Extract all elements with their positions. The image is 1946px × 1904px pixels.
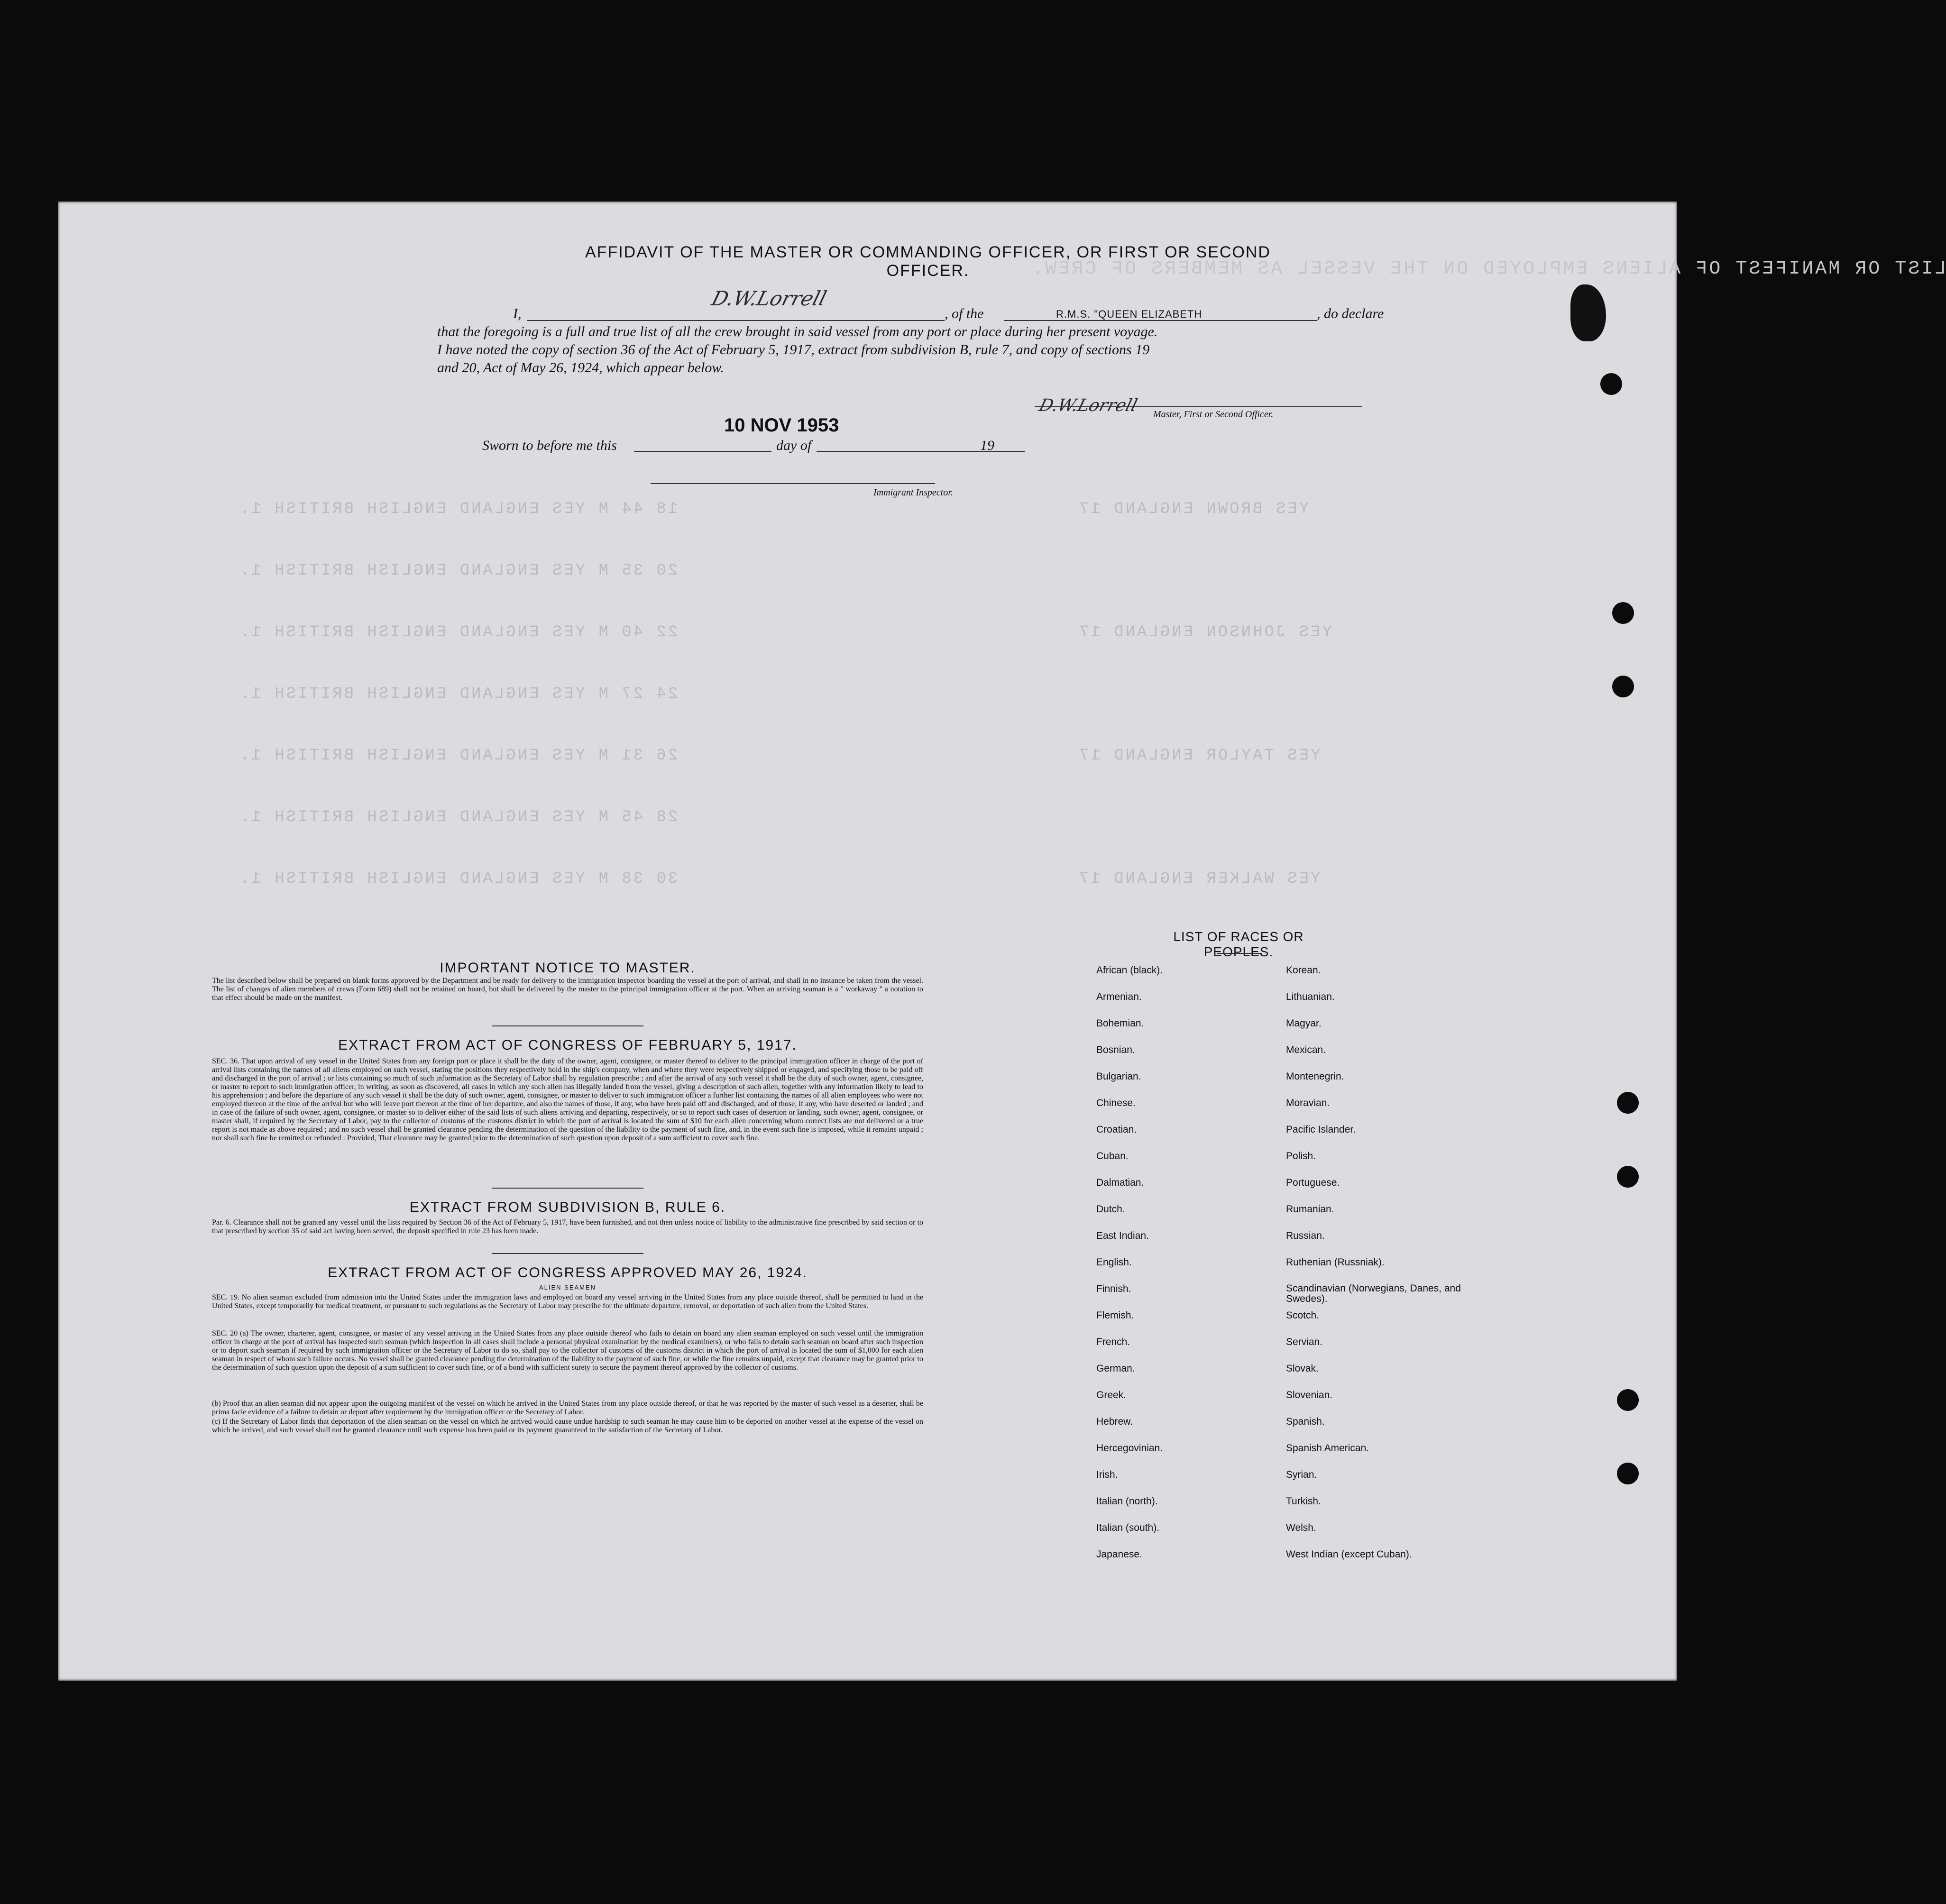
- race-item: Syrian.: [1286, 1469, 1317, 1480]
- extract-1917-text: SEC. 36. That upon arrival of any vessel in the United States from any foreign port or place it shall be the duty of the owner, agent, consignee, or master thereof to deliver to the principal immigration officer in charge of the port of arrival lists containing the names of all aliens employed on such vessel, stating the positions they respectively hold in the ship's company, when and where they were respectively shipped or engaged, and specifying those to be paid off and discharged in the port of arrival ; or lists containing so much of such information as the Secretary of Labor shall by regulation prescribe ; and after the arrival of any such vessel it shall be the duty of such owner, agent, consignee, or master to report to such immigration officer, in writing, as soon as discovered, all cases in which any such alien has illegally landed from the vessel, giving a description of such alien, together with any information likely to lead to his apprehension ; and before the departure of any such vessel it shall be the duty of such owner, agent, consignee, or master to deliver to such immigration officer a further list containing the names of all alien employees who were not employed thereon at the time of the arrival but who will leave port thereon at the time of her departure, and also the names of those, if any, who have been paid off and discharged, and of those, if any, who have deserted or landed ; and in case of the failure of such owner, agent, consignee, or master so to deliver either of the said lists of such aliens arriving and departing, respectively, or so to report such cases of desertion or landing, such owner, agent, consignee, or master shall, if required by the Secretary of Labor, pay to the collector of customs of the customs district in which the port of arrival is located the sum of $10 for each alien concerning whom correct lists are not delivered or a true report is not made as above required ; and no such vessel shall be granted clearance pending the determination of the question of the liability to the payment of such fine, and, in the event such fine is imposed, while it remains unpaid ; nor shall such fine be remitted or refunded : Provided, That clearance may be granted prior to the determination of such question upon deposit of a sum sufficient to cover such fine.: [212, 1057, 923, 1142]
- race-item: Hercegovinian.: [1096, 1443, 1163, 1454]
- bleed-through: YES BROWN ENGLAND 17: [1077, 500, 1309, 518]
- race-item: Irish.: [1096, 1469, 1118, 1480]
- race-item: Bulgarian.: [1096, 1071, 1141, 1082]
- race-item: German.: [1096, 1363, 1135, 1374]
- bleed-through: 18 44 M YES ENGLAND ENGLISH BRITISH 1.: [238, 500, 678, 518]
- notice-text: The list described below shall be prepared on blank forms approved by the Department and be ready for delivery to the immigration inspector boarding the vessel at the port of arrival, and shall in no instance be taken from the vessel. The list of changes of alien members of crews (Form 689) shall not be retained on board, but shall be delivered by the master to the principal immigration officer at the port. When an arriving seaman is a " workaway " a notation to that effect should be made on the manifest.: [212, 977, 923, 1002]
- punch-hole: [1617, 1166, 1639, 1188]
- race-item: Magyar.: [1286, 1018, 1322, 1029]
- race-item: Hebrew.: [1096, 1416, 1133, 1427]
- race-item: Greek.: [1096, 1390, 1127, 1401]
- signature-name: D.W.Lorrell: [709, 287, 829, 310]
- race-item: Bosnian.: [1096, 1044, 1135, 1055]
- race-item: Montenegrin.: [1286, 1071, 1344, 1082]
- extract-1924-sec20a: SEC. 20 (a) The owner, charterer, agent, consignee, or master of any vessel arriving in the United States from any place outside thereof who fails to detain on board any alien seaman employed on such vessel until the immigration officer in charge at the port of arrival has inspected such seaman (which inspection in all cases shall include a personal physical examination by the medical examiners), or who fails to detain such seaman on board after such inspection or to deport such seaman if required by such immigration officer or the Secretary of Labor to do so, shall pay to the collector of customs of the customs district in which the port of arrival is located the sum of $1,000 for each alien seaman in respect of whom such failure occurs. No vessel shall be granted clearance pending the determination of the liability to the payment of such fine, or while the fine remains unpaid, except that clearance may be granted prior to the determination of such question upon the deposit of a sum sufficient to cover such fine, or of a bond with sufficient surety to secure the payment thereof approved by the collector of customs.: [212, 1329, 923, 1372]
- race-item: Dutch.: [1096, 1204, 1125, 1215]
- document-page: [58, 201, 1946, 1681]
- race-item: Cuban.: [1096, 1151, 1129, 1162]
- races-left-column: [1096, 965, 1276, 1575]
- race-item: Mexican.: [1286, 1044, 1326, 1055]
- race-item: Servian.: [1286, 1336, 1323, 1347]
- punch-hole: [1617, 1463, 1639, 1484]
- race-item: English.: [1096, 1257, 1132, 1268]
- notice-title: IMPORTANT NOTICE TO MASTER.: [440, 960, 696, 976]
- sworn-text: Sworn to before me this: [482, 438, 617, 453]
- affidavit-title: AFFIDAVIT OF THE MASTER OR COMMANDING OFFICER, OR FIRST OR SECOND OFFICER.: [585, 243, 1271, 280]
- affidavit-line-2: that the foregoing is a full and true list of all the crew brought in said vessel from any port or place during her present voyage.: [437, 324, 1158, 339]
- race-item: Bohemian.: [1096, 1018, 1144, 1029]
- race-item: Flemish.: [1096, 1310, 1134, 1321]
- divider: [492, 1188, 643, 1189]
- bleed-through: 20 35 M YES ENGLAND ENGLISH BRITISH 1.: [238, 562, 678, 580]
- race-item: Croatian.: [1096, 1124, 1137, 1135]
- races-title: LIST OF RACES OR PEOPLES.: [1173, 929, 1304, 959]
- ink-blot: [1570, 284, 1606, 341]
- race-item: Spanish.: [1286, 1416, 1325, 1427]
- divider: [492, 1025, 643, 1026]
- bleed-through: YES WALKER ENGLAND 17: [1077, 870, 1321, 888]
- year-prefix: 19: [980, 438, 994, 453]
- punch-hole: [1612, 676, 1634, 697]
- race-item: Scandinavian (Norwegians, Danes, and Swedes).: [1286, 1283, 1461, 1304]
- race-item: French.: [1096, 1336, 1130, 1347]
- race-item: Lithuanian.: [1286, 991, 1335, 1002]
- race-item: Dalmatian.: [1096, 1177, 1144, 1188]
- race-item: Japanese.: [1096, 1549, 1142, 1560]
- race-item: Armenian.: [1096, 991, 1142, 1002]
- affidavit-declare: , do declare: [1317, 306, 1384, 321]
- bleed-through: 26 31 M YES ENGLAND ENGLISH BRITISH 1.: [238, 747, 678, 765]
- vessel-name: R.M.S. "QUEEN ELIZABETH: [1056, 308, 1202, 320]
- name-underline: [527, 320, 945, 321]
- bleed-through: YES JOHNSON ENGLAND 17: [1077, 623, 1332, 641]
- extract-1924-sec19: SEC. 19. No alien seaman excluded from admission into the United States under the immigration laws and employed on board any vessel arriving in the United States from any place outside thereof, shall be permitted to land in the United States, except temporarily for medical treatment, or pursuant to such regulations as the Secretary of Labor may prescribe for the ultimate departure, removal, or deportation of such alien from the United States.: [212, 1293, 923, 1310]
- race-item: West Indian (except Cuban).: [1286, 1549, 1412, 1560]
- sworn-date-stamp: 10 NOV 1953: [724, 415, 839, 436]
- master-label: Master, First or Second Officer.: [1153, 409, 1274, 420]
- race-item: Spanish American.: [1286, 1443, 1369, 1454]
- race-item: Italian (north).: [1096, 1496, 1158, 1507]
- extract-1924-sec20b: (b) Proof that an alien seaman did not appear upon the outgoing manifest of the vessel on which he arrived in the United States from any place outside thereof, or that he was reported by the master of such vessel as a deserter, shall be prima facie evidence of a failure to detain or deport after requirement by the immigration officer or the Secretary of Labor.: [212, 1400, 923, 1416]
- race-item: Finnish.: [1096, 1283, 1131, 1294]
- race-item: Turkish.: [1286, 1496, 1321, 1507]
- affidavit-i: I,: [513, 306, 522, 321]
- bleed-through: LIST OR MANIFEST OF ALIENS EMPLOYED ON THE VESSEL AS MEMBERS OF CREW.: [1030, 258, 1946, 280]
- bleed-through: 30 38 M YES ENGLAND ENGLISH BRITISH 1.: [238, 870, 678, 888]
- bleed-through: 24 27 M YES ENGLAND ENGLISH BRITISH 1.: [238, 685, 678, 703]
- races-divider: [1217, 953, 1262, 954]
- punch-hole: [1617, 1389, 1639, 1411]
- race-item: Pacific Islander.: [1286, 1124, 1356, 1135]
- day-of-text: day of: [776, 438, 812, 453]
- punch-hole: [1600, 373, 1622, 395]
- divider: [492, 1253, 643, 1254]
- race-item: Portuguese.: [1286, 1177, 1340, 1188]
- race-item: Chinese.: [1096, 1098, 1136, 1108]
- race-item: Slovenian.: [1286, 1390, 1333, 1401]
- punch-hole: [1612, 602, 1634, 624]
- race-item: Slovak.: [1286, 1363, 1319, 1374]
- affidavit-line-3: I have noted the copy of section 36 of the Act of February 5, 1917, extract from subdivision B, rule 7, and copy of sections 19: [437, 342, 1150, 357]
- master-signature: D.W.Lorrell: [1037, 396, 1140, 415]
- race-item: Rumanian.: [1286, 1204, 1334, 1215]
- extract-rule6-title: EXTRACT FROM SUBDIVISION B, RULE 6.: [409, 1199, 726, 1215]
- bleed-through: 22 40 M YES ENGLAND ENGLISH BRITISH 1.: [238, 623, 678, 641]
- affidavit-line-4: and 20, Act of May 26, 1924, which appear below.: [437, 360, 724, 375]
- race-item: Scotch.: [1286, 1310, 1320, 1321]
- race-item: Ruthenian (Russniak).: [1286, 1257, 1385, 1268]
- extract-1924-title: EXTRACT FROM ACT OF CONGRESS APPROVED MAY 26, 1924.: [328, 1265, 808, 1281]
- affidavit-of-the: , of the: [945, 306, 984, 321]
- race-item: East Indian.: [1096, 1230, 1149, 1241]
- punch-hole: [1617, 1092, 1639, 1114]
- race-item: African (black).: [1096, 965, 1163, 976]
- inspector-underline: [651, 483, 935, 484]
- races-right-column: [1286, 965, 1485, 1575]
- master-underline: [1035, 406, 1362, 407]
- extract-rule6-text: Par. 6. Clearance shall not be granted any vessel until the lists required by Section 36 of the Act of February 5, 1917, have been furnished, and not then unless notice of liability to the administrative fine prescribed by said section or to that prescribed by section 35 of said act having been served, the deposit specified in rule 23 has been made.: [212, 1218, 923, 1235]
- bleed-through: YES TAYLOR ENGLAND 17: [1077, 747, 1321, 765]
- extract-1924-subtitle: ALIEN SEAMEN: [539, 1284, 597, 1291]
- race-item: Russian.: [1286, 1230, 1325, 1241]
- bleed-through: 28 45 M YES ENGLAND ENGLISH BRITISH 1.: [238, 808, 678, 826]
- race-item: Welsh.: [1286, 1522, 1316, 1533]
- inspector-label: Immigrant Inspector.: [873, 487, 953, 498]
- extract-1924-sec20c: (c) If the Secretary of Labor finds that deportation of the alien seaman on the vessel on which he arrived would cause undue hardship to such seaman he may cause him to be deported on another vessel at the expense of the vessel on which he arrived, and such vessel shall not be granted clearance until such expense has been paid or its payment guaranteed to the satisfaction of the Secretary of Labor.: [212, 1418, 923, 1434]
- race-item: Polish.: [1286, 1151, 1316, 1162]
- race-item: Korean.: [1286, 965, 1321, 976]
- day-underline: [634, 451, 771, 452]
- extract-1917-title: EXTRACT FROM ACT OF CONGRESS OF FEBRUARY 5, 1917.: [338, 1037, 797, 1053]
- race-item: Moravian.: [1286, 1098, 1330, 1108]
- race-item: Italian (south).: [1096, 1522, 1160, 1533]
